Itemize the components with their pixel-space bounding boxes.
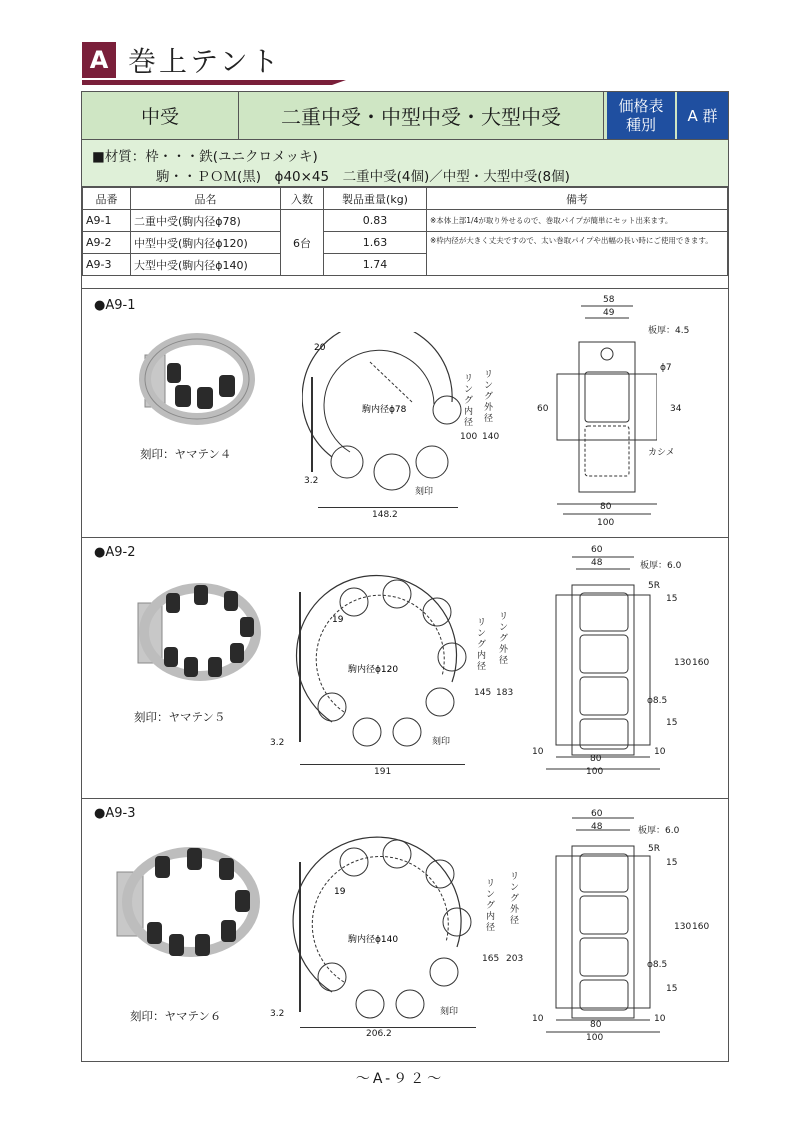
- photo-a9-1: [127, 327, 257, 432]
- bottom-dim-100: 100: [597, 518, 615, 528]
- width-dim: 191: [374, 767, 392, 777]
- table-row: [83, 210, 728, 232]
- stamp-label: 刻印: [440, 1007, 459, 1017]
- top-dim-49: 49: [603, 308, 615, 318]
- hole-dim: ϕ7: [660, 363, 672, 373]
- height-15-top: 15: [666, 594, 678, 604]
- width-dim-line: [318, 507, 458, 508]
- dim-20: 20: [314, 343, 326, 353]
- drawing-side-a9-1: [537, 292, 657, 522]
- engrave-a9-3: 刻印：ヤマテン６: [130, 1009, 222, 1023]
- dim-19: 19: [334, 887, 346, 897]
- left-dim-10: 10: [532, 747, 544, 757]
- col-note: 備考: [427, 188, 728, 210]
- left-dim-10: 10: [532, 1014, 544, 1024]
- section-badge: A: [82, 42, 116, 78]
- col-code: 品番: [83, 188, 131, 210]
- drawing-front-a9-3: [292, 832, 482, 1032]
- col-qty: 入数: [281, 188, 324, 210]
- section-divider: [82, 288, 728, 289]
- row-weight: 0.83: [324, 210, 427, 232]
- table-row: [83, 232, 728, 254]
- height-15-top: 15: [666, 858, 678, 868]
- row-note1: ※本体上部1/4が取り外せるので、巻取パイプが簡単にセット出来ます。: [427, 210, 728, 232]
- section-label-a9-3: ●A9-3: [94, 806, 136, 821]
- ring-outer-label: リング外径: [499, 612, 509, 666]
- plate-thickness: 板厚：6.0: [638, 826, 680, 836]
- height-15-bottom: 15: [666, 718, 678, 728]
- width-dim: 206.2: [366, 1029, 392, 1039]
- bottom-dim-80: 80: [590, 754, 602, 764]
- drawing-side-a9-2: [542, 547, 682, 777]
- bottom-dim-100: 100: [586, 1033, 604, 1043]
- plate-thickness: 板厚：4.5: [648, 326, 690, 336]
- height-130: 130: [674, 922, 692, 932]
- width-dim-line: [300, 764, 465, 765]
- drawing-front-a9-2: [292, 572, 482, 762]
- models-label: 二重中受・中型中受・大型中受: [239, 92, 604, 139]
- bottom-dim-80: 80: [600, 502, 612, 512]
- top-dim-48: 48: [591, 822, 603, 832]
- section-divider: [82, 798, 728, 799]
- ring-inner-label: リング内径: [464, 374, 474, 428]
- category-label: 中受: [82, 92, 239, 139]
- thickness-dim: 3.2: [304, 476, 319, 486]
- height-15-bottom: 15: [666, 984, 678, 994]
- row-code: A9-3: [83, 254, 131, 276]
- price-type-line2: 種別: [625, 115, 656, 134]
- bottom-dim-100: 100: [586, 767, 604, 777]
- section-label-a9-2: ●A9-2: [94, 545, 136, 560]
- height-130: 130: [674, 658, 692, 668]
- ring-outer-value: 140: [482, 432, 500, 442]
- stamp-label: 刻印: [432, 737, 451, 747]
- height-160: 160: [692, 922, 710, 932]
- ring-inner-value: 100: [460, 432, 478, 442]
- material-line1: ■材質：枠・・・鉄(ユニクロメッキ): [92, 149, 318, 165]
- ring-outer-value: 203: [506, 954, 524, 964]
- spec-table: [82, 187, 728, 276]
- inner-diameter: 駒内径ϕ78: [362, 405, 407, 415]
- title-bar: [82, 92, 728, 140]
- inner-diameter: 駒内径ϕ120: [348, 665, 399, 675]
- ring-inner-label: リング内径: [486, 879, 496, 933]
- ring-inner-value: 165: [482, 954, 500, 964]
- right-dim-10: 10: [654, 747, 666, 757]
- width-dim: 148.2: [372, 510, 398, 520]
- hole-dim: ϕ8.5: [647, 696, 668, 706]
- top-dim-58: 58: [603, 295, 615, 305]
- row-note2: ※枠内径が大きく丈夫ですので、太い巻取パイプや出幅の長い時にご使用できます。: [427, 232, 728, 276]
- table-header-row: [83, 188, 728, 210]
- section-divider: [82, 537, 728, 538]
- thickness-dim: 3.2: [270, 1009, 285, 1019]
- row-name: 中型中受(駒内径ϕ120): [131, 232, 281, 254]
- col-weight: 製品重量(kg): [324, 188, 427, 210]
- stamp-label: 刻印: [415, 487, 434, 497]
- ring-inner-value: 145: [474, 688, 492, 698]
- right-dim-10: 10: [654, 1014, 666, 1024]
- ring-outer-label: リング外径: [484, 370, 494, 424]
- ring-outer-value: 183: [496, 688, 514, 698]
- bottom-dim-80: 80: [590, 1020, 602, 1030]
- radius-dim: 5R: [648, 581, 660, 591]
- price-group-box: A 群: [677, 92, 728, 139]
- row-qty: 6台: [281, 210, 324, 276]
- drawing-side-a9-3: [542, 810, 682, 1040]
- col-name: 品名: [131, 188, 281, 210]
- ring-inner-label: リング内径: [477, 618, 487, 672]
- height-60: 60: [537, 404, 549, 414]
- title-underline: [82, 80, 332, 85]
- height-160: 160: [692, 658, 710, 668]
- top-dim-48: 48: [591, 558, 603, 568]
- row-name: 二重中受(駒内径ϕ78): [131, 210, 281, 232]
- material-line2: 駒・・ＰＯＭ(黒) ϕ40×45 二重中受(4個)／中型・大型中受(8個): [156, 169, 570, 185]
- photo-a9-2: [124, 577, 264, 687]
- row-weight: 1.74: [324, 254, 427, 276]
- kashime-label: カシメ: [648, 448, 675, 458]
- price-type-box: [607, 92, 675, 139]
- width-dim-line: [300, 1027, 476, 1028]
- material-box: [82, 140, 728, 187]
- page-title: 巻上テント: [128, 45, 282, 78]
- thickness-dim: 3.2: [270, 738, 285, 748]
- engrave-a9-1: 刻印：ヤマテン４: [140, 447, 232, 461]
- dim-19: 19: [332, 615, 344, 625]
- height-34: 34: [670, 404, 682, 414]
- plate-thickness: 板厚：6.0: [640, 561, 682, 571]
- ring-outer-label: リング外径: [510, 872, 520, 926]
- row-name: 大型中受(駒内径ϕ140): [131, 254, 281, 276]
- hole-dim: ϕ8.5: [647, 960, 668, 970]
- top-dim-60: 60: [591, 809, 603, 819]
- price-type-line1: 価格表: [618, 96, 664, 115]
- radius-dim: 5R: [648, 844, 660, 854]
- photo-a9-3: [107, 842, 267, 967]
- row-weight: 1.63: [324, 232, 427, 254]
- product-frame: [81, 91, 729, 1062]
- inner-diameter: 駒内径ϕ140: [348, 935, 399, 945]
- row-code: A9-1: [83, 210, 131, 232]
- section-label-a9-1: ●A9-1: [94, 298, 136, 313]
- page-number: ～A-９２～: [355, 1071, 445, 1087]
- top-dim-60: 60: [591, 545, 603, 555]
- row-code: A9-2: [83, 232, 131, 254]
- engrave-a9-2: 刻印：ヤマテン５: [134, 710, 226, 724]
